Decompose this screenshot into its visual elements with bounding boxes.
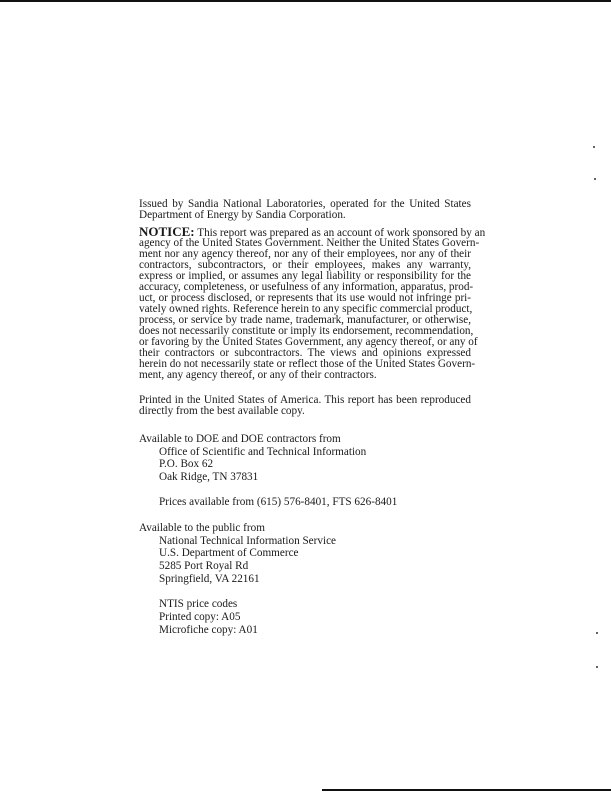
address-line: Office of Scientific and Technical Information bbox=[159, 445, 367, 458]
address-line: Oak Ridge, TN 37831 bbox=[159, 471, 259, 484]
text-line: Printed in the United States of America. This report has been reproduced bbox=[139, 394, 471, 406]
scan-speck bbox=[593, 146, 595, 148]
text-line: process, or service by trade name, trademark, manufacturer, or otherwise, bbox=[139, 314, 471, 326]
price-codes-heading: NTIS price codes bbox=[159, 598, 238, 611]
notice-label: NOTICE: bbox=[139, 224, 195, 239]
address-line: National Technical Information Service bbox=[159, 534, 337, 547]
text-line: Issued by Sandia National Laboratories, operated for the United States bbox=[139, 198, 471, 210]
text-line: their contractors or subcontractors. The views and opinions expressed bbox=[139, 347, 471, 359]
text-line: uct, or process disclosed, or represents that its use would not infringe pri- bbox=[139, 292, 471, 304]
price-code: Microfiche copy: A01 bbox=[159, 623, 258, 636]
text-line: contractors, subcontractors, or their employees, makes any warranty, bbox=[139, 259, 471, 271]
address-line: U.S. Department of Commerce bbox=[159, 547, 299, 560]
price-code: Printed copy: A05 bbox=[159, 610, 241, 623]
address-line: P.O. Box 62 bbox=[159, 458, 214, 471]
text-line: express or implied, or assumes any legal liability or responsibility for the bbox=[139, 270, 471, 282]
issued-by-paragraph bbox=[139, 199, 471, 221]
text-line: accuracy, completeness, or usefulness of any information, apparatus, prod- bbox=[139, 281, 474, 293]
address-line: Springfield, VA 22161 bbox=[159, 572, 260, 585]
scan-speck bbox=[596, 666, 598, 668]
text-line: directly from the best available copy. bbox=[139, 405, 305, 417]
doe-availability bbox=[139, 433, 471, 509]
top-border bbox=[0, 0, 611, 2]
prices-line: Prices available from (615) 576-8401, FTS 626-8401 bbox=[159, 496, 398, 509]
text-line: agency of the United States Government. Neither the United States Govern- bbox=[139, 237, 480, 249]
printed-paragraph bbox=[139, 395, 471, 417]
public-availability bbox=[139, 522, 471, 636]
text-line: vately owned rights. Reference herein to any specific commercial product, bbox=[139, 303, 473, 315]
address-line: 5285 Port Royal Rd bbox=[159, 560, 249, 573]
text-line: does not necessarily constitute or imply its endorsement, recommendation, bbox=[139, 325, 474, 337]
text-line: or favoring by the United States Government, any agency thereof, or any of bbox=[139, 336, 478, 348]
text-line: ment nor any agency thereof, nor any of their employees, nor any of their bbox=[139, 248, 471, 260]
notice-paragraph bbox=[139, 224, 486, 381]
text-line: Department of Energy by Sandia Corporation. bbox=[139, 209, 346, 221]
public-heading: Available to the public from bbox=[139, 522, 265, 534]
bottom-border bbox=[322, 789, 611, 791]
text-line: herein do not necessarily state or reflect those of the United States Govern- bbox=[139, 358, 476, 370]
scan-speck bbox=[594, 178, 596, 180]
doe-heading: Available to DOE and DOE contractors from bbox=[139, 433, 341, 445]
scan-speck bbox=[596, 632, 598, 634]
text-line: This report was prepared as an account of work sponsored by an bbox=[197, 227, 486, 239]
text-line: ment, any agency thereof, or any of their contractors. bbox=[139, 369, 377, 381]
